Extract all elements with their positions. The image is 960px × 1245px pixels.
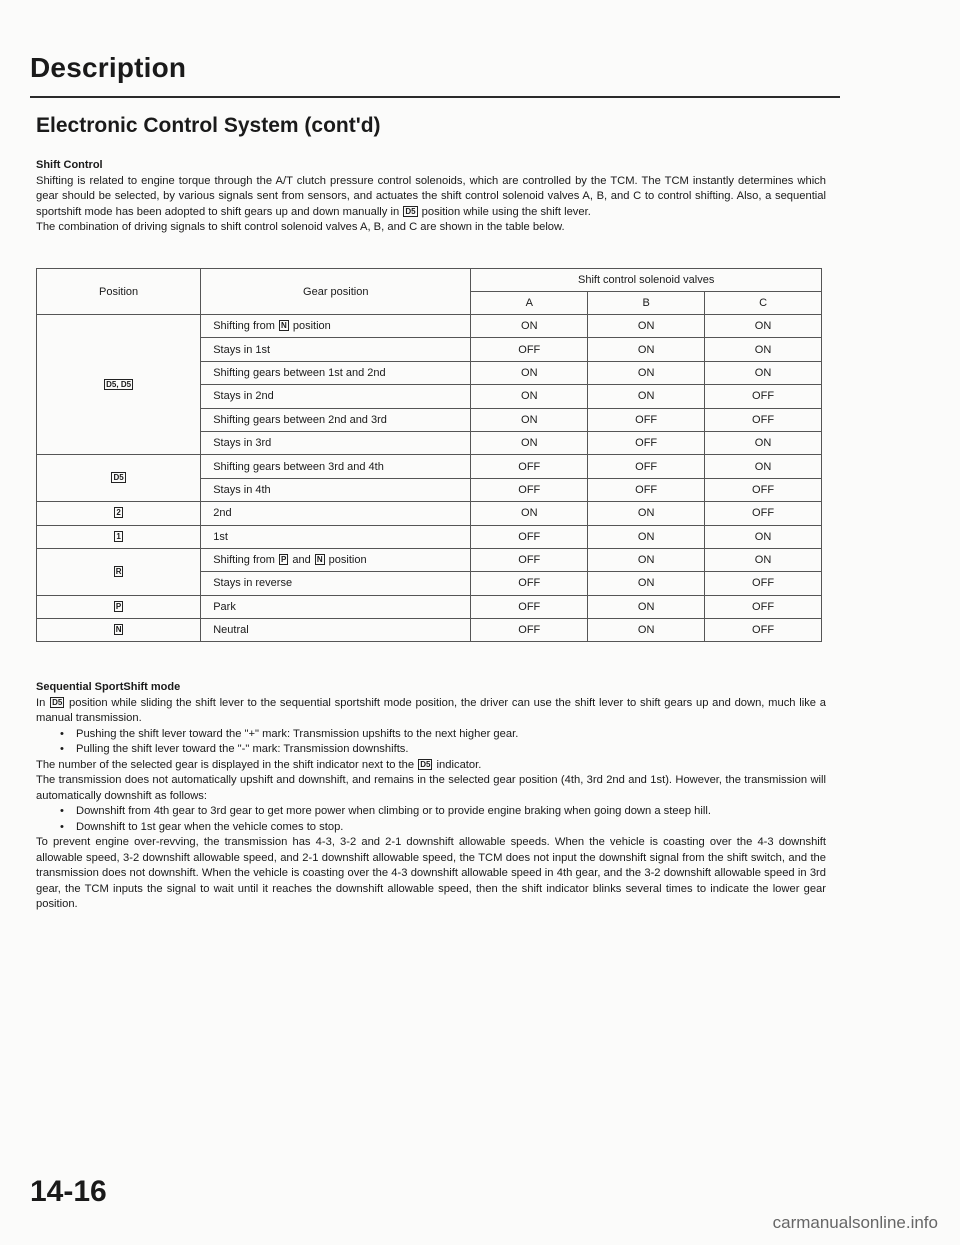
valve-c-cell: ON: [705, 455, 822, 478]
valve-c-cell: OFF: [705, 619, 822, 642]
list-item: • Downshift to 1st gear when the vehicle comes to stop.: [76, 820, 826, 836]
valve-a-cell: ON: [471, 385, 588, 408]
p-gear-box: P: [281, 555, 287, 565]
position-box: 2: [116, 508, 121, 518]
valve-a-cell: OFF: [471, 619, 588, 642]
gear-cell: Neutral: [201, 619, 471, 642]
sequential-text: The number of the selected gear is displayed in the shift indicator next to the: [36, 758, 418, 771]
position-2: [37, 502, 201, 525]
downshift-list: [36, 804, 826, 835]
valve-b-cell: OFF: [588, 478, 705, 501]
valve-a-cell: OFF: [471, 455, 588, 478]
valve-c-cell: ON: [705, 315, 822, 338]
shift-control-text-end: position while using the shift lever.: [418, 205, 591, 218]
header-solenoid-valves: Shift control solenoid valves: [471, 269, 822, 292]
position-box: D5: [113, 473, 124, 483]
header-gear-position: Gear position: [201, 269, 471, 315]
shift-lever-list: [36, 727, 826, 758]
table-row: [37, 315, 822, 338]
d5-gear-box: D5: [405, 206, 416, 216]
d5-gear-box: D5: [52, 697, 63, 707]
n-gear-box: N: [281, 321, 287, 331]
valve-b-cell: ON: [588, 385, 705, 408]
valve-a-cell: OFF: [471, 338, 588, 361]
d5-gear-box: D5: [420, 759, 431, 769]
sequential-paragraph-2: [36, 758, 826, 774]
gear-text: position: [289, 320, 331, 333]
valve-a-cell: ON: [471, 431, 588, 454]
valve-a-cell: OFF: [471, 572, 588, 595]
solenoid-valve-table: [36, 268, 822, 642]
gear-cell: Stays in 3rd: [201, 431, 471, 454]
gear-cell: 2nd: [201, 502, 471, 525]
valve-a-cell: ON: [471, 315, 588, 338]
table-row: [37, 595, 822, 618]
sequential-text: position while sliding the shift lever to the sequential sportshift mode position, the driver can use the shift lever to shift gears up and down, much like a manual transmission.: [36, 696, 826, 724]
position-n: [37, 619, 201, 642]
position-box: R: [115, 566, 122, 576]
header-divider: [30, 96, 840, 98]
sequential-sportshift-section: [36, 680, 826, 913]
gear-text: position: [325, 554, 367, 567]
valve-b-cell: OFF: [588, 455, 705, 478]
table-row: [37, 548, 822, 571]
sequential-heading: Sequential SportShift mode: [36, 681, 181, 693]
valve-b-cell: OFF: [588, 431, 705, 454]
combination-paragraph: The combination of driving signals to shift control solenoid valves A, B, and C are shown in the table below.: [36, 221, 565, 233]
position-1: [37, 525, 201, 548]
valve-a-cell: ON: [471, 361, 588, 384]
gear-text: Shifting from: [213, 554, 279, 567]
valve-c-cell: ON: [705, 548, 822, 571]
valve-c-cell: ON: [705, 338, 822, 361]
sequential-paragraph-1: [36, 696, 826, 727]
position-r: [37, 548, 201, 595]
header-valve-c: C: [705, 292, 822, 315]
valve-a-cell: ON: [471, 408, 588, 431]
valve-c-cell: ON: [705, 431, 822, 454]
shift-control-heading: Shift Control: [36, 159, 103, 171]
list-item: • Pulling the shift lever toward the "-" mark: Transmission downshifts.: [76, 742, 826, 758]
shift-control-section: [36, 158, 826, 236]
gear-cell: Stays in 1st: [201, 338, 471, 361]
gear-cell: Park: [201, 595, 471, 618]
sequential-paragraph-4: To prevent engine over-revving, the transmission has 4-3, 3-2 and 2-1 downshift allowable speeds. When the vehicle is coasting over the 4-3 downshift allowable speed, 3-2 downshift allowable speed, and 2-1 downshift allowable speed, the TCM does not input the downshift signal from the shift switch, and the transmission does not downshift. When the vehicle is coasting over the 4-3 downshift allowable speed in 4th gear, and the 3-2 downshift allowable speed in 3rd gear, the TCM inputs the signal to wait until it reaches the downshift allowable speed, then the shift indicator blinks several times to indicate the lower gear position.: [36, 836, 826, 910]
valve-c-cell: ON: [705, 525, 822, 548]
page-number: 14-16: [30, 1175, 107, 1208]
valve-c-cell: OFF: [705, 408, 822, 431]
position-box: N: [115, 625, 122, 635]
n-gear-box: N: [316, 555, 323, 565]
valve-b-cell: OFF: [588, 408, 705, 431]
sequential-text: indicator.: [433, 758, 482, 771]
header-position: Position: [37, 269, 201, 315]
valve-a-cell: OFF: [471, 478, 588, 501]
gear-cell: Stays in reverse: [201, 572, 471, 595]
valve-b-cell: ON: [588, 315, 705, 338]
table-row: [37, 502, 822, 525]
gear-cell: Stays in 4th: [201, 478, 471, 501]
sequential-paragraph-3: The transmission does not automatically upshift and downshift, and remains in the selected gear position (4th, 3rd 2nd and 1st). However, the transmission will automatically downshift as follows:: [36, 774, 826, 802]
header-valve-b: B: [588, 292, 705, 315]
gear-text: Shifting from: [213, 320, 279, 333]
position-box: P: [115, 601, 122, 611]
gear-cell: Shifting gears between 2nd and 3rd: [201, 408, 471, 431]
gear-cell: Shifting gears between 3rd and 4th: [201, 455, 471, 478]
list-item: • Pushing the shift lever toward the "+" mark: Transmission upshifts to the next higher gear.: [76, 727, 826, 743]
table-row: [37, 525, 822, 548]
list-item: • Downshift from 4th gear to 3rd gear to get more power when climbing or to provide engine braking when going down a steep hill.: [76, 804, 826, 820]
valve-b-cell: ON: [588, 572, 705, 595]
valve-c-cell: OFF: [705, 572, 822, 595]
position-p: [37, 595, 201, 618]
valve-b-cell: ON: [588, 619, 705, 642]
valve-c-cell: ON: [705, 361, 822, 384]
valve-c-cell: OFF: [705, 595, 822, 618]
table-row: [37, 455, 822, 478]
valve-b-cell: ON: [588, 361, 705, 384]
gear-cell: 1st: [201, 525, 471, 548]
gear-cell: Shifting gears between 1st and 2nd: [201, 361, 471, 384]
shift-control-text: Shifting is related to engine torque through the A/T clutch pressure control solenoids, which are controlled by the TCM. The TCM instantly determines which gear should be selected, by various signals sent from sensors, and actuates the shift control solenoid valves A, B, and C to control shifting. Also, a sequential sportshift mode has been adopted to shift gears up and down manually in: [36, 174, 826, 218]
valve-c-cell: OFF: [705, 478, 822, 501]
header-valve-a: A: [471, 292, 588, 315]
page-title: Description: [30, 52, 187, 83]
gear-text: and: [289, 554, 314, 567]
valve-a-cell: ON: [471, 502, 588, 525]
sequential-text: In: [36, 696, 50, 709]
valve-c-cell: OFF: [705, 385, 822, 408]
shift-control-paragraph: [36, 174, 826, 221]
position-box: D5, D5: [106, 379, 132, 389]
valve-b-cell: ON: [588, 548, 705, 571]
valve-b-cell: ON: [588, 595, 705, 618]
gear-cell: [201, 315, 471, 338]
valve-a-cell: OFF: [471, 595, 588, 618]
valve-b-cell: ON: [588, 502, 705, 525]
position-d5-d4: [37, 315, 201, 455]
section-title: Electronic Control System (cont'd): [36, 114, 381, 137]
watermark: carmanualsonline.info: [772, 1213, 938, 1232]
valve-a-cell: OFF: [471, 548, 588, 571]
table-row: [37, 619, 822, 642]
valve-b-cell: ON: [588, 525, 705, 548]
gear-cell: [201, 548, 471, 571]
valve-a-cell: OFF: [471, 525, 588, 548]
position-box: 1: [116, 531, 121, 541]
position-d5: [37, 455, 201, 502]
gear-cell: Stays in 2nd: [201, 385, 471, 408]
valve-b-cell: ON: [588, 338, 705, 361]
valve-c-cell: OFF: [705, 502, 822, 525]
